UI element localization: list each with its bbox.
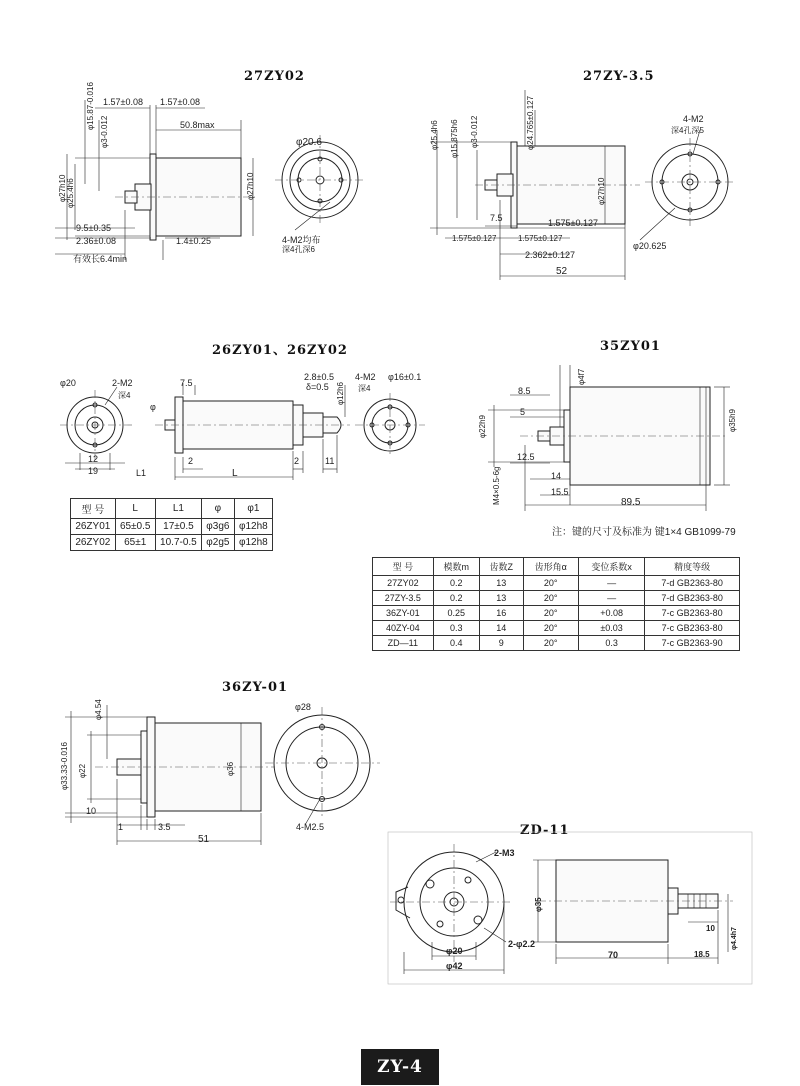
page-footer-label: ZY-4	[361, 1049, 439, 1085]
dim-27zy02-6: φ27h10	[58, 174, 67, 202]
table-cell: 14	[479, 621, 523, 636]
dim-26zy-18: φ	[150, 402, 156, 412]
dim-27zy35-3: φ3-0.012	[470, 115, 479, 148]
table-cell: 0.3	[578, 636, 644, 651]
table-cell: 16	[479, 606, 523, 621]
dim-27zy35-12: 2.362±0.127	[525, 250, 575, 260]
dim-zd11-8: 10	[706, 924, 715, 933]
table-26zy	[70, 498, 273, 551]
table-cell: 7-d GB2363-80	[645, 591, 740, 606]
table-cell: 9	[479, 636, 523, 651]
dim-zd11-2: φ35	[534, 897, 543, 912]
table-26zy-h4: φ1	[234, 499, 272, 519]
note-35zy01: 注：键的尺寸及标准为 键1×4 GB1099-79	[552, 527, 736, 538]
title-35zy01: 35ZY01	[600, 339, 661, 354]
table-gear-h4: 变位系数x	[578, 558, 644, 576]
dim-26zy-3: 深4	[118, 391, 131, 400]
table-cell: 0.3	[433, 621, 479, 636]
title-26zy: 26ZY01、26ZY02	[212, 343, 348, 358]
table-cell: 0.2	[433, 576, 479, 591]
table-cell: 7-c GB2363-80	[645, 621, 740, 636]
table-cell: 20°	[523, 606, 578, 621]
drawing-35zy01	[470, 365, 750, 515]
dim-zd11-6: 70	[608, 950, 619, 960]
dim-35zy01-5: φ35h9	[728, 409, 737, 432]
dim-27zy35-2: φ15.875h6	[450, 119, 459, 158]
table-row	[373, 621, 740, 636]
table-row	[71, 535, 273, 551]
table-cell: ZD—11	[373, 636, 434, 651]
dim-26zy-16: L1	[136, 468, 147, 478]
table-cell: 65±0.5	[115, 519, 155, 535]
dim-27zy02-8: φ27h10	[246, 172, 255, 200]
dim-zd11-3: 2-φ2.2	[508, 939, 535, 949]
dim-26zy-15: 11	[325, 456, 335, 466]
dim-27zy02-7: φ25.4h6	[66, 178, 75, 208]
dim-26zy-2: 2-M2	[112, 378, 133, 388]
table-26zy-header	[71, 499, 273, 519]
dim-36zy01-4: φ36	[226, 761, 235, 776]
table-26zy-h2: L1	[155, 499, 201, 519]
dim-27zy35-6: 4-M2	[683, 114, 704, 124]
table-cell: 65±1	[115, 535, 155, 551]
dim-27zy35-4: φ24.765±0.127	[526, 95, 535, 150]
dim-27zy02-11: 2.36±0.08	[76, 236, 116, 246]
table-cell: 0.2	[433, 591, 479, 606]
table-cell: 0.25	[433, 606, 479, 621]
table-gear-h2: 齿数Z	[479, 558, 523, 576]
table-cell: 20°	[523, 621, 578, 636]
table-cell: 10.7-0.5	[155, 535, 201, 551]
dim-27zy35-8: 7.5	[490, 213, 503, 223]
dim-36zy01-1: φ4.54	[94, 699, 103, 720]
dim-35zy01-4: φ22h9	[478, 415, 487, 438]
table-cell: 0.4	[433, 636, 479, 651]
dim-26zy-8: 深4	[358, 384, 371, 393]
dim-35zy01-8: 15.5	[551, 487, 569, 497]
table-row	[373, 606, 740, 621]
dim-36zy01-3: φ22	[78, 763, 87, 778]
table-cell: 26ZY01	[71, 519, 116, 535]
table-cell: 7-c GB2363-90	[645, 636, 740, 651]
table-cell: 13	[479, 591, 523, 606]
table-cell: 27ZY02	[373, 576, 434, 591]
drawing-zd11	[388, 832, 752, 984]
dim-36zy01-5: φ28	[295, 702, 311, 712]
dim-zd11-4: φ20	[446, 946, 463, 956]
dim-zd11-5: φ42	[446, 961, 463, 971]
table-row	[373, 636, 740, 651]
table-row	[373, 576, 740, 591]
dim-36zy01-8: 3.5	[158, 822, 171, 832]
dim-27zy35-11: 1.575±0.127	[518, 234, 563, 243]
dim-35zy01-6: 12.5	[517, 452, 535, 462]
table-cell: 40ZY-04	[373, 621, 434, 636]
dim-35zy01-9: 89.5	[621, 497, 641, 508]
dim-27zy35-9: 1.575±0.127	[548, 218, 598, 228]
dim-zd11-1: 2-M3	[494, 848, 515, 858]
title-27zy02: 27ZY02	[244, 69, 305, 84]
table-cell: φ12h8	[234, 535, 272, 551]
dim-36zy01-2: φ33.33-0.016	[60, 742, 69, 790]
dim-27zy02-2: 1.57±0.08	[160, 97, 200, 107]
dim-27zy35-1: φ25.4h6	[430, 120, 439, 150]
dim-35zy01-3: 5	[520, 407, 526, 417]
table-gear-h1: 模数m	[433, 558, 479, 576]
dim-35zy01-2: 8.5	[518, 386, 531, 396]
dim-27zy02-14: 4-M2均布	[282, 235, 321, 245]
table-cell: 27ZY-3.5	[373, 591, 434, 606]
dim-35zy01-10: M4×0.5-6g	[492, 466, 501, 505]
dim-27zy02-10: 9.5±0.35	[76, 223, 111, 233]
dim-35zy01-7: 14	[551, 471, 562, 481]
table-cell: φ2g5	[202, 535, 235, 551]
dim-36zy01-7: 1	[118, 822, 124, 832]
dim-26zy-12: 19	[88, 466, 99, 476]
dim-26zy-1: φ20	[60, 378, 76, 388]
dim-26zy-7: 4-M2	[355, 372, 376, 382]
dim-zd11-9: φ4.4h7	[731, 927, 738, 950]
table-cell: 20°	[523, 636, 578, 651]
table-26zy-h3: φ	[202, 499, 235, 519]
dim-27zy02-4: φ15.87-0.016	[86, 82, 95, 130]
table-gear-h5: 精度等级	[645, 558, 740, 576]
dim-27zy35-14: φ20.625	[633, 241, 667, 251]
dim-27zy02-15: 深4孔深6	[282, 245, 315, 254]
table-cell: 13	[479, 576, 523, 591]
table-cell: —	[578, 591, 644, 606]
table-26zy-h1: L	[115, 499, 155, 519]
table-cell: —	[578, 576, 644, 591]
dim-26zy-13: 2	[188, 456, 194, 466]
table-row	[373, 591, 740, 606]
table-cell: +0.08	[578, 606, 644, 621]
dim-27zy02-5: φ3-0.012	[100, 115, 109, 148]
dim-26zy-17: L	[232, 468, 238, 479]
dim-27zy02-9: φ20.6	[296, 137, 322, 148]
table-cell: ±0.03	[578, 621, 644, 636]
title-36zy01: 36ZY-01	[222, 680, 289, 695]
dim-27zy02-1: 1.57±0.08	[103, 97, 143, 107]
dim-27zy02-3: 50.8max	[180, 120, 215, 130]
table-cell: 36ZY-01	[373, 606, 434, 621]
dim-27zy02-13: 有效长6.4min	[73, 254, 128, 264]
title-zd11: ZD-11	[520, 823, 570, 838]
table-row	[71, 519, 273, 535]
table-cell: 20°	[523, 591, 578, 606]
dim-35zy01-1: φ4f7	[577, 368, 586, 385]
table-26zy-h0: 型 号	[71, 499, 116, 519]
dim-26zy-11: 12	[88, 454, 99, 464]
dim-36zy01-10: 4-M2.5	[296, 822, 325, 832]
dim-36zy01-9: 51	[198, 834, 210, 845]
table-cell: φ12h8	[234, 519, 272, 535]
table-cell: 7-c GB2363-80	[645, 606, 740, 621]
dim-26zy-5: 2.8±0.5	[304, 372, 334, 382]
table-gear-header	[373, 558, 740, 576]
drawing-36zy01	[55, 695, 395, 855]
dim-27zy35-7: 深4孔深5	[671, 126, 704, 135]
dim-26zy-9: φ16±0.1	[388, 372, 422, 382]
title-27zy35: 27ZY-3.5	[583, 69, 655, 84]
dim-26zy-14: 2	[294, 456, 300, 466]
dim-36zy01-6: 10	[86, 806, 97, 816]
table-cell: 7-d GB2363-80	[645, 576, 740, 591]
dim-27zy35-10: 1.575±0.127	[452, 234, 497, 243]
table-cell: 26ZY02	[71, 535, 116, 551]
dim-26zy-10: φ12h6	[336, 382, 345, 405]
table-cell: 17±0.5	[155, 519, 201, 535]
dim-26zy-6: δ=0.5	[306, 382, 329, 392]
table-gear-h3: 齿形角α	[523, 558, 578, 576]
dim-27zy35-5: φ27h10	[597, 177, 606, 205]
dim-27zy02-12: 1.4±0.25	[176, 236, 211, 246]
table-cell: φ3g6	[202, 519, 235, 535]
dim-27zy35-13: 52	[556, 266, 568, 277]
table-gear-h0: 型 号	[373, 558, 434, 576]
dim-zd11-7: 18.5	[694, 950, 710, 959]
dim-26zy-4: 7.5	[180, 378, 193, 388]
table-gear	[372, 557, 740, 651]
table-cell: 20°	[523, 576, 578, 591]
